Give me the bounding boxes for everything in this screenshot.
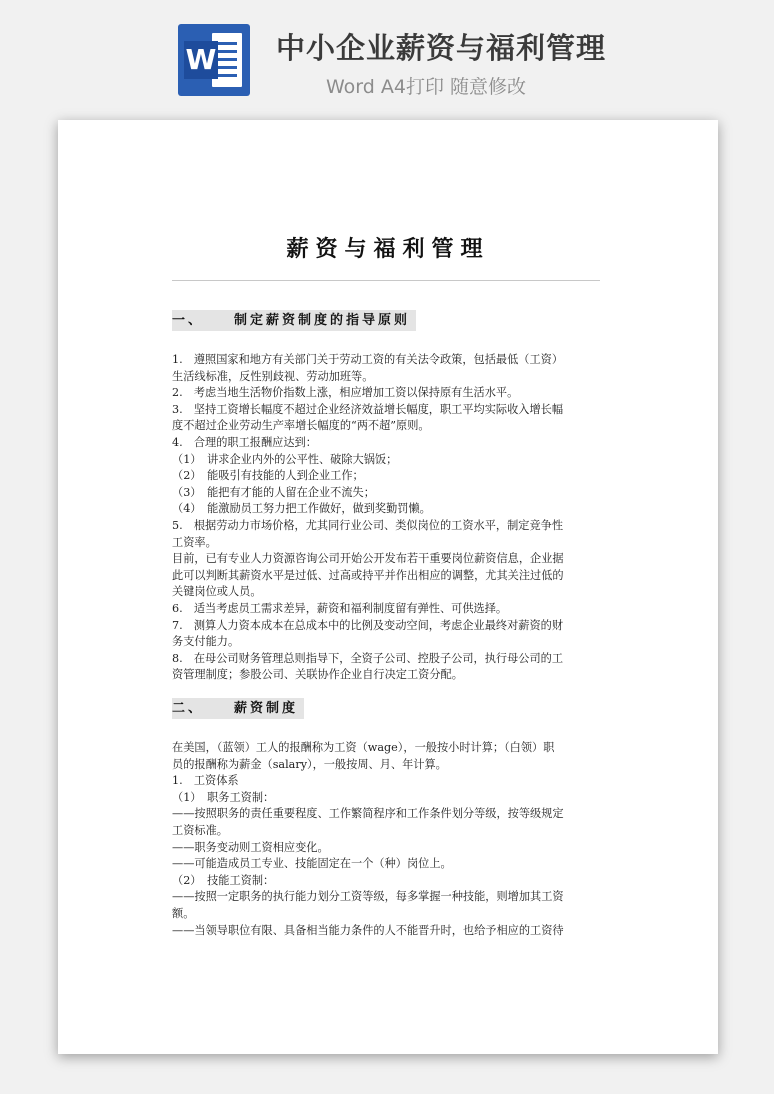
- body-line: 目前，已有专业人力资源咨询公司开始公开发布若干重要岗位薪资信息，企业据: [172, 552, 564, 566]
- body-line: （1） 讲求企业内外的公平性、破除大锅饭；: [172, 452, 398, 466]
- section-heading-2: [172, 698, 304, 719]
- body-line: ——按照一定职务的执行能力划分工资等级，每多掌握一种技能，则增加其工资: [172, 890, 564, 904]
- body-line: ——可能造成员工专业、技能固定在一个（种）岗位上。: [172, 857, 452, 871]
- title-divider: [172, 280, 600, 281]
- body-line: 度不超过企业劳动生产率增长幅度的“两不超”原则。: [172, 419, 430, 433]
- body-line: 8. 在母公司财务管理总则指导下，全资子公司、控股子公司，执行母公司的工: [172, 651, 564, 665]
- page-header: [0, 0, 774, 110]
- body-line: 工资标准。: [172, 823, 228, 837]
- section-body-1: [172, 352, 602, 684]
- section-heading-text: 薪资制度: [234, 701, 299, 716]
- body-line: 额。: [172, 906, 195, 920]
- body-line: 7. 测算人力资本成本在总成本中的比例及变动空间，考虑企业最终对薪资的财: [172, 618, 564, 632]
- body-line: 4. 合理的职工报酬应达到：: [172, 435, 317, 449]
- body-line: 资管理制度；参股公司、关联协作企业自行决定工资分配。: [172, 668, 463, 682]
- section-heading-1: [172, 310, 416, 331]
- body-line: ——职务变动则工资相应变化。: [172, 840, 329, 854]
- body-line: （4） 能激励员工努力把工作做好，做到奖勤罚懒。: [172, 502, 431, 516]
- word-icon: [178, 24, 250, 96]
- body-line: （3） 能把有才能的人留在企业不流失；: [172, 485, 375, 499]
- document-title: 薪资与福利管理: [286, 236, 490, 262]
- document-page: [58, 120, 718, 1054]
- body-line: （1） 职务工资制：: [172, 790, 275, 804]
- body-line: 员的报酬称为薪金（salary），一般按周、月、年计算。: [172, 757, 447, 771]
- body-line: 2. 考虑当地生活物价指数上涨，相应增加工资以保持原有生活水平。: [172, 386, 519, 400]
- header-title: 中小企业薪资与福利管理: [276, 31, 607, 65]
- body-line: 5. 根据劳动力市场价格，尤其同行业公司、类似岗位的工资水平，制定竞争性: [172, 518, 564, 532]
- body-line: 关键岗位或人员。: [172, 585, 262, 599]
- section-body-2: [172, 740, 602, 939]
- body-line: 1. 工资体系: [172, 774, 239, 788]
- body-line: 3. 坚持工资增长幅度不超过企业经济效益增长幅度，职工平均实际收入增长幅: [172, 402, 564, 416]
- body-line: （2） 技能工资制：: [172, 873, 275, 887]
- section-number: 二、: [172, 701, 205, 716]
- header-subtitle: Word A4打印 随意修改: [326, 76, 527, 98]
- section-number: 一、: [172, 313, 205, 328]
- body-line: 6. 适当考虑员工需求差异，薪资和福利制度留有弹性、可供选择。: [172, 601, 508, 615]
- section-heading-text: 制定薪资制度的指导原则: [234, 313, 411, 328]
- body-line: 此可以判断其薪资水平是过低、过高或持平并作出相应的调整，尤其关注过低的: [172, 568, 564, 582]
- body-line: ——按照职务的责任重要程度、工作繁简程序和工作条件划分等级，按等级规定: [172, 807, 564, 821]
- body-line: 在美国，（蓝领）工人的报酬称为工资（wage），一般按小时计算；（白领）职: [172, 741, 555, 754]
- body-line: 1. 遵照国家和地方有关部门关于劳动工资的有关法令政策，包括最低（工资）: [172, 353, 564, 366]
- body-line: 工资率。: [172, 535, 217, 549]
- body-line: 务支付能力。: [172, 635, 240, 649]
- word-icon-letter: W: [184, 41, 218, 79]
- body-line: （2） 能吸引有技能的人到企业工作；: [172, 469, 364, 483]
- body-line: ——当领导职位有限、具备相当能力条件的人不能晋升时，也给予相应的工资待: [172, 923, 564, 937]
- body-line: 生活线标准，反性别歧视、劳动加班等。: [172, 369, 374, 383]
